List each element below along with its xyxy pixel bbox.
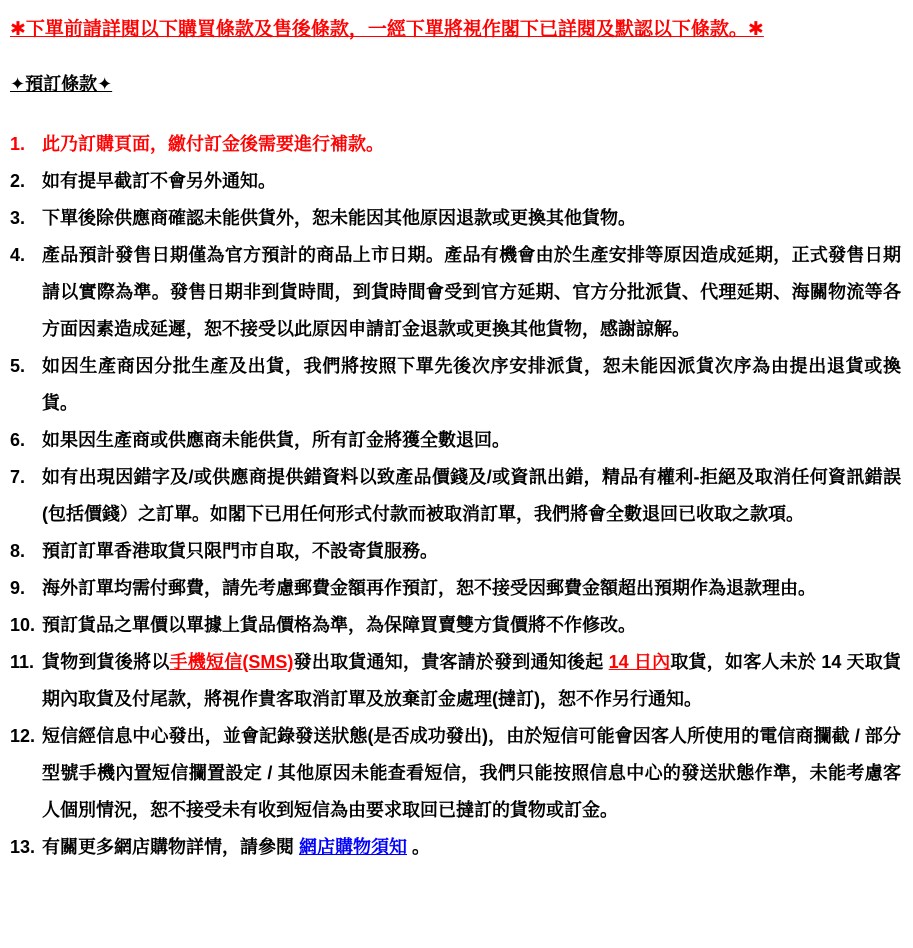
term-segment: 取貨，如客人未於 14 天取貨期內取貨及付尾款，將視作貴客取消訂單及放棄訂金處理(撻訂)，恕不作另行通知。	[42, 651, 902, 709]
term-item	[10, 237, 901, 348]
term-item	[10, 126, 901, 163]
term-text	[42, 644, 901, 718]
term-number: 3.	[10, 207, 26, 228]
highlighted-text: 手機短信(SMS)	[169, 651, 294, 672]
term-item	[10, 200, 901, 237]
term-number: 4.	[10, 244, 26, 265]
term-text	[42, 570, 901, 607]
term-text	[42, 348, 901, 422]
purchase-notice-header: ✱下單前請詳閱以下購買條款及售後條款，一經下單將視作閣下已詳閱及默認以下條款。✱	[10, 19, 764, 40]
term-number: 12.	[10, 725, 36, 746]
term-text	[42, 533, 901, 570]
term-segment: 海外訂單均需付郵費，請先考慮郵費金額再作預訂，恕不接受因郵費金額超出預期作為退款理由。	[42, 577, 816, 598]
term-text	[42, 163, 901, 200]
term-number: 10.	[10, 614, 36, 635]
term-segment: 預訂貨品之單價以單據上貨品價格為準，為保障買賣雙方貨價將不作修改。	[42, 614, 636, 635]
highlighted-text: 14 日內	[608, 651, 671, 672]
term-item	[10, 607, 901, 644]
term-number: 2.	[10, 170, 26, 191]
term-item	[10, 570, 901, 607]
term-item	[10, 459, 901, 533]
term-text	[42, 829, 901, 866]
term-item	[10, 829, 901, 866]
term-item	[10, 348, 901, 422]
term-number: 11.	[10, 651, 35, 672]
term-item	[10, 718, 901, 829]
term-segment: 如因生產商因分批生產及出貨，我們將按照下單先後次序安排派貨，恕未能因派貨次序為由提出退貨或換貨。	[42, 355, 901, 413]
shop-guide-link[interactable]: 網店購物須知	[299, 836, 407, 857]
term-segment: 下單後除供應商確認未能供貨外，恕未能因其他原因退款或更換其他貨物。	[42, 207, 636, 228]
term-text	[42, 459, 901, 533]
term-text	[42, 200, 901, 237]
term-number: 5.	[10, 355, 26, 376]
term-number: 13.	[10, 836, 36, 857]
term-item	[10, 533, 901, 570]
term-number: 7.	[10, 466, 26, 487]
term-segment: 短信經信息中心發出，並會記錄發送狀態(是否成功發出)，由於短信可能會因客人所使用的電信商攔截 / 部分型號手機內置短信攔置設定 / 其他原因未能查看短信，我們只能按照信息中心的發送狀態作準，未能考慮客人個別情況，恕不接受未有收到短信為由要求取回已撻訂的貨物或訂金。	[42, 725, 901, 820]
terms-list	[10, 126, 901, 866]
term-number: 1.	[10, 133, 26, 154]
term-item	[10, 163, 901, 200]
term-text	[42, 237, 901, 348]
term-segment: 發出取貨通知，貴客請於發到通知後起	[293, 651, 609, 672]
term-number: 8.	[10, 540, 26, 561]
preorder-terms-title: ✦預訂條款✦	[10, 73, 113, 94]
term-number: 9.	[10, 577, 26, 598]
term-text	[42, 607, 901, 644]
term-text	[42, 126, 901, 163]
term-item	[10, 422, 901, 459]
term-segment: 如果因生產商或供應商未能供貨，所有訂金將獲全數退回。	[42, 429, 510, 450]
term-segment: 。	[407, 836, 431, 857]
term-segment: 有關更多網店購物詳情，請參閱	[42, 836, 299, 857]
term-segment: 如有出現因錯字及/或供應商提供錯資料以致產品價錢及/或資訊出錯，精品有權利-拒絕及取消任何資訊錯誤(包括價錢）之訂單。如閣下已用任何形式付款而被取消訂單，我們將會全數退回已收取之款項。	[42, 466, 901, 524]
term-segment: 如有提早截訂不會另外通知。	[42, 170, 276, 191]
term-item	[10, 644, 901, 718]
term-segment: 預訂訂單香港取貨只限門市自取，不設寄貨服務。	[42, 540, 438, 561]
term-text	[42, 422, 901, 459]
term-number: 6.	[10, 429, 26, 450]
term-text	[42, 718, 901, 829]
term-segment: 貨物到貨後將以	[42, 651, 170, 672]
term-segment: 產品預計發售日期僅為官方預計的商品上市日期。產品有機會由於生產安排等原因造成延期，正式發售日期請以實際為準。發售日期非到貨時間，到貨時間會受到官方延期、官方分批派貨、代理延期、海關物流等各方面因素造成延遲，恕不接受以此原因申請訂金退款或更換其他貨物，感謝諒解。	[42, 244, 901, 339]
term-segment: 此乃訂購頁面，繳付訂金後需要進行補款。	[42, 133, 384, 154]
